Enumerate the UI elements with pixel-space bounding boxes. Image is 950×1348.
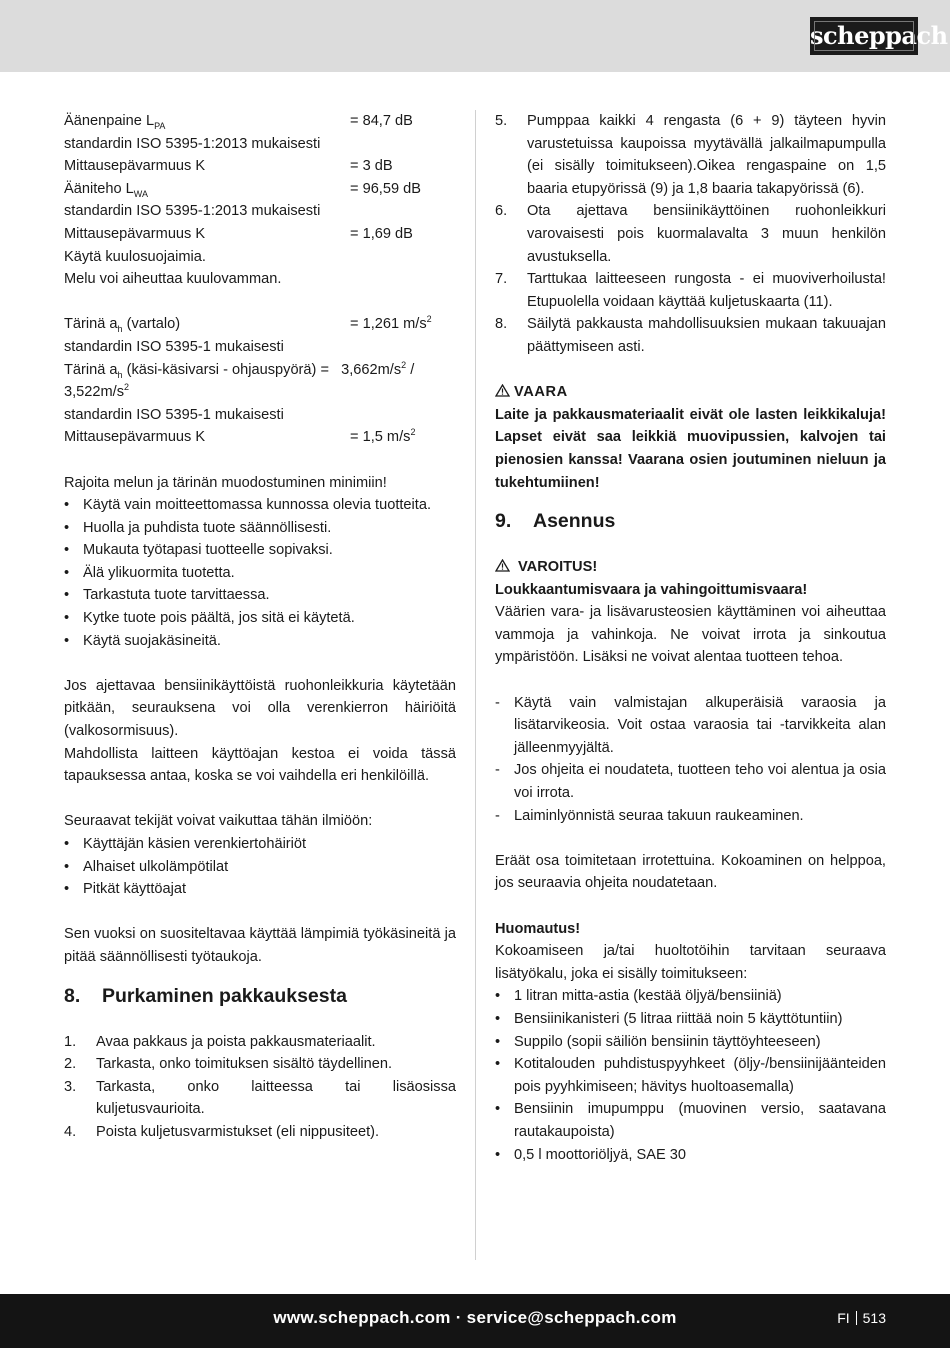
spec-row: standardin ISO 5395-1:2013 mukaisesti [64, 135, 321, 152]
limit-intro: Rajoita melun ja tärinän muodostuminen minimiin! [64, 474, 387, 491]
spec-row: Mittausepävarmuus K = 1,69 dB [64, 225, 413, 242]
spec-row: standardin ISO 5395-1:2013 mukaisesti [64, 203, 321, 220]
factors-intro: Seuraavat tekijät voivat vaikuttaa tähän ilmiöön: [64, 813, 373, 830]
warning-triangle-icon [495, 384, 510, 397]
list-item: • Huolla ja puhdista tuote säännöllisesti. [64, 517, 456, 540]
paragraph: Sen vuoksi on suositeltavaa käyttää lämpimiä työkäsineitä ja pitää säännöllisesti työtaukoja. [64, 926, 456, 965]
spec-row: $3,522m/s^2$ [64, 382, 130, 401]
note-text: Kokoamiseen ja/tai huoltotöihin tarvitaan seuraava lisätyökalu, joka ei sisälly toimitukseen: [495, 943, 886, 982]
spec-row: Tärinä $a_h$ (vartalo) = 1,261 $m/s^2$ [64, 314, 432, 335]
limit-list [64, 494, 456, 652]
spec-row: standardin ISO 5395-1 mukaisesti [64, 338, 284, 355]
list-item: • 0,5 l moottoriöljyä, SAE 30 [495, 1144, 886, 1167]
numbered-step: 7. Tarttukaa laitteeseen rungosta - ei muoviverhoilusta! Etupuolella voidaan käyttää kuljetuskaarta (11). [495, 271, 886, 310]
footer-contact: www.scheppach.com · service@scheppach.com [273, 1308, 677, 1327]
list-item: • Tarkastuta tuote tarvittaessa. [64, 584, 456, 607]
list-item: • Käyttäjän käsien verenkiertohäiriöt [64, 833, 456, 856]
spec-row: standardin ISO 5395-1 mukaisesti [64, 406, 284, 423]
list-item: • Kotitalouden puhdistuspyyhkeet (öljy-/bensiinijäänteiden pois pyyhkimiseen; hävitys huoltoasemalla) [495, 1053, 886, 1098]
vibration-specs [64, 313, 456, 449]
spec-row: Mittausepävarmuus K = 1,5 $m/s^2$ [64, 427, 416, 446]
left-column [64, 110, 456, 1144]
list-item: • Bensiinikanisteri (5 litraa riittää noin 5 käyttötuntiin) [495, 1008, 886, 1031]
paragraph: Mahdollista laitteen käyttöajan kestoa ei voida tässä tapauksessa antaa, koska se voi vaihdella eri henkilöillä. [64, 745, 456, 785]
header-bar [0, 0, 950, 72]
dash-list [495, 692, 886, 828]
brand-logo: scheppach [810, 17, 918, 55]
numbered-step: 3. Tarkasta, onko laitteessa tai lisäosissa kuljetusvaurioita. [64, 1078, 456, 1118]
assembly-text: Eräät osa toimitetaan irrotettuina. Kokoaminen on helppoa, jos seuraavia ohjeita noudatetaan. [495, 852, 886, 892]
list-item: • Pitkät käyttöajat [64, 878, 456, 901]
numbered-step: 5. Pumppaa kaikki 4 rengasta (6 + 9) täyteen hyvin varustetuissa kaupoissa myytävällä jalkailmapumpulla (ei sisälly toimitukseen).Oikea rengaspaine on 1,5 baaria etupyörissä (9) ja 1,8 baaria takapyörissä (6). [495, 113, 886, 197]
list-item: • Alhaiset ulkolämpötilat [64, 856, 456, 879]
danger-text: Laite ja pakkausmateriaalit eivät ole lasten leikkikaluja! Lapset eivät saa leikkiä muovipussien, kalvojen tai pienosien kanssa! Vaarana osien joutuminen nieluun ja tukehtumiinen! [495, 406, 886, 491]
warning-heading: VAROITUS! [495, 556, 886, 579]
tools-list [495, 985, 886, 1166]
numbered-step: 1. Avaa pakkaus ja poista pakkausmateriaalit. [64, 1033, 376, 1050]
numbered-step: 8. Säilytä pakkausta mahdollisuuksien mukaan takuuajan päättymiseen asti. [495, 316, 886, 355]
warning-subtitle: Loukkaantumisvaara ja vahingoittumisvaara! [495, 581, 808, 598]
spec-row: Melu voi aiheuttaa kuulovamman. [64, 271, 282, 288]
spec-row: Tärinä $a_h$ (käsi-käsivarsi - ohjauspyörä) = $3,662m/s^2$ / [64, 359, 415, 380]
list-item: • 1 litran mitta-astia (kestää öljyä/bensiiniä) [495, 985, 886, 1008]
spec-row: Käytä kuulosuojaimia. [64, 248, 206, 265]
numbered-step: 4. Poista kuljetusvarmistukset (eli nippusiteet). [64, 1123, 380, 1140]
list-item: • Käytä suojakäsineitä. [64, 630, 456, 653]
page-number: FI 513 [837, 1310, 886, 1326]
spec-row: Ääniteho $L_{WA}$ = 96,59 dB [64, 180, 422, 199]
list-item: - Jos ohjeita ei noudateta, tuotteen teho voi alentua ja osia voi irrota. [495, 759, 886, 804]
list-item: • Suppilo (sopii säiliön bensiinin täyttöyhteeseen) [495, 1031, 886, 1054]
spec-row: Mittausepävarmuus K = 3 dB [64, 158, 393, 175]
spec-row: Äänenpaine $L_{PA}$ = 84,7 dB [64, 113, 413, 131]
section-heading-9: 9. Asennus [495, 510, 616, 533]
list-item: - Käytä vain valmistajan alkuperäisiä varaosia ja lisätarvikeosia. Voit ostaa varaosia tai -tarvikkeita alan jälleenmyyjältä. [495, 692, 886, 760]
list-item: • Mukauta työtapasi tuotteelle sopivaksi. [64, 539, 456, 562]
unpack-steps [64, 1031, 456, 1144]
list-item: • Käytä vain moitteettomassa kunnossa olevia tuotteita. [64, 494, 456, 517]
warning-triangle-icon [495, 559, 510, 572]
section-heading-8: 8. Purkaminen pakkauksesta [64, 984, 347, 1007]
warning-text: Väärien vara- ja lisävarusteosien käyttäminen voi aiheuttaa vammoja ja vahinkoja. Ne voivat irrota ja sinkoutua ympäristöön. Lisäksi ne voivat alentaa tuotteen tehoa. [495, 604, 886, 666]
footer-bar [0, 1294, 950, 1348]
danger-heading: VAARA [495, 381, 886, 404]
paragraph: Jos ajettavaa bensiinikäyttöistä ruohonleikkuria käytetään pitkään, seurauksena voi olla verenkierron häiriöitä (valkosormisuus). [64, 677, 456, 740]
list-item: • Älä ylikuormita tuotetta. [64, 562, 456, 585]
factors-list [64, 833, 456, 901]
list-item: • Kytke tuote pois päältä, jos sitä ei käytetä. [64, 607, 456, 630]
list-item: • Bensiinin imupumppu (muovinen versio, saatavana rautakaupoista) [495, 1098, 886, 1143]
column-divider [475, 110, 476, 1260]
numbered-step: 2. Tarkasta, onko toimituksen sisältö täydellinen. [64, 1056, 393, 1073]
noise-specs [64, 110, 456, 291]
list-item: - Laiminlyönnistä seuraa takuun raukeaminen. [495, 805, 886, 828]
right-column [495, 110, 886, 1166]
unpack-steps-continued [495, 110, 886, 359]
numbered-step: 6. Ota ajettava bensiinikäyttöinen ruohonleikkuri varovaisesti pois kuormalavalta 3 muun henkilön avustuksella. [495, 203, 886, 265]
note-title: Huomautus! [495, 920, 581, 937]
